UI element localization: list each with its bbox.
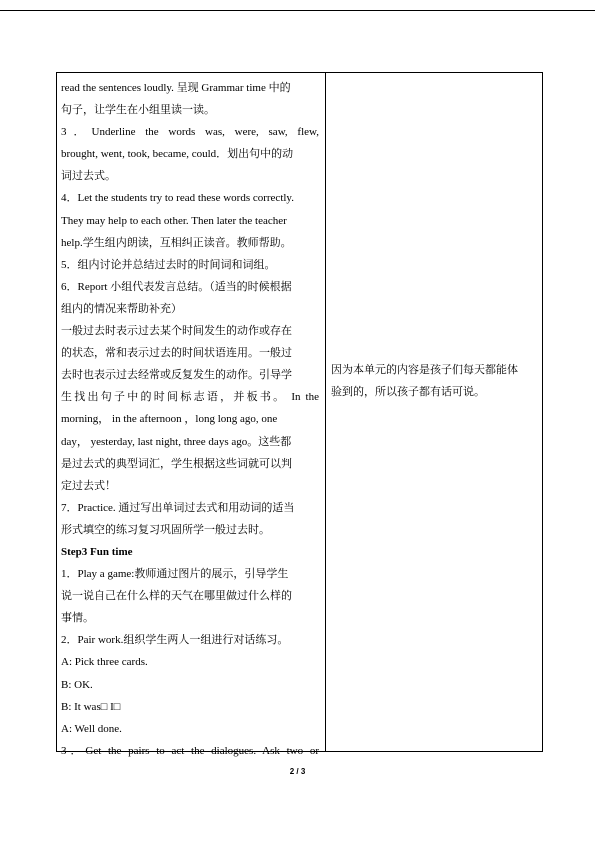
text-line: A: Pick three cards. <box>61 656 148 669</box>
text-line: A: Well done. <box>61 722 122 735</box>
text-line: 3．Underline the words was, were, saw, flew, <box>61 126 319 139</box>
text-line: 的状态，常和表示过去的时间状语连用。一般过 <box>61 347 292 360</box>
header-rule <box>0 10 595 11</box>
text-line: 5．组内讨论并总结过去时的时间词和词组。 <box>61 258 276 271</box>
text-line: 3．Get the pairs to act the dialogues. Ask two or <box>61 744 319 757</box>
text-line: 一般过去时表示过去某个时间发生的动作或存在 <box>61 325 292 338</box>
text-line: 形式填空的练习复习巩固所学一般过去时。 <box>61 523 270 536</box>
design-intent-cell <box>331 359 539 403</box>
text-line: 句子，让学生在小组里读一读。 <box>61 104 215 117</box>
page-number: 2 / 3 <box>289 767 306 776</box>
text-line: 生找出句子中的时间标志语，并板书。 In the <box>61 391 319 404</box>
text-line: 组内的情况来帮助补充） <box>61 302 182 315</box>
procedure-cell <box>61 77 319 762</box>
text-line: B: It was□ I□ <box>61 700 121 713</box>
text-line: 事情。 <box>61 612 94 625</box>
text-line: 2．Pair work.组织学生两人一组进行对话练习。 <box>61 634 289 647</box>
text-line: day， yesterday, last night, three days ago。这些都 <box>61 435 292 448</box>
text-line: 4．Let the students try to read these words correctly. <box>61 192 294 205</box>
text-line: 1．Play a game:教师通过图片的展示，引导学生 <box>61 568 289 581</box>
text-line: 因为本单元的内容是孩子们每天都能体 <box>331 364 518 376</box>
text-line: 说一说自己在什么样的天气在哪里做过什么样的 <box>61 590 292 603</box>
text-line: 7．Practice. 通过写出单词过去式和用动词的适当 <box>61 501 295 514</box>
text-line: 去时也表示过去经常或反复发生的动作。引导学 <box>61 369 292 382</box>
text-line: morning， in the afternoon ，long long ago, one <box>61 413 278 426</box>
text-line: read the sentences loudly. 呈现 Grammar time 中的 <box>61 82 291 94</box>
text-line: 6．Report 小组代表发言总结。（适当的时候根据 <box>61 280 292 293</box>
column-divider <box>325 73 326 751</box>
text-line: help.学生组内朗读，互相纠正读音。教师帮助。 <box>61 236 292 249</box>
step-heading: Step3 Fun time <box>61 545 133 558</box>
text-line: They may help to each other. Then later the teacher <box>61 214 287 227</box>
text-line: brought, went, took, became, could．划出句中的动 <box>61 148 294 161</box>
text-line: 是过去式的典型词汇，学生根据这些词就可以判 <box>61 457 292 470</box>
text-line: B: OK. <box>61 678 93 691</box>
text-line: 词过去式。 <box>61 170 116 183</box>
lesson-table <box>56 72 543 757</box>
text-line: 验到的，所以孩子都有话可说。 <box>331 386 485 399</box>
text-line: 定过去式！ <box>61 479 116 492</box>
